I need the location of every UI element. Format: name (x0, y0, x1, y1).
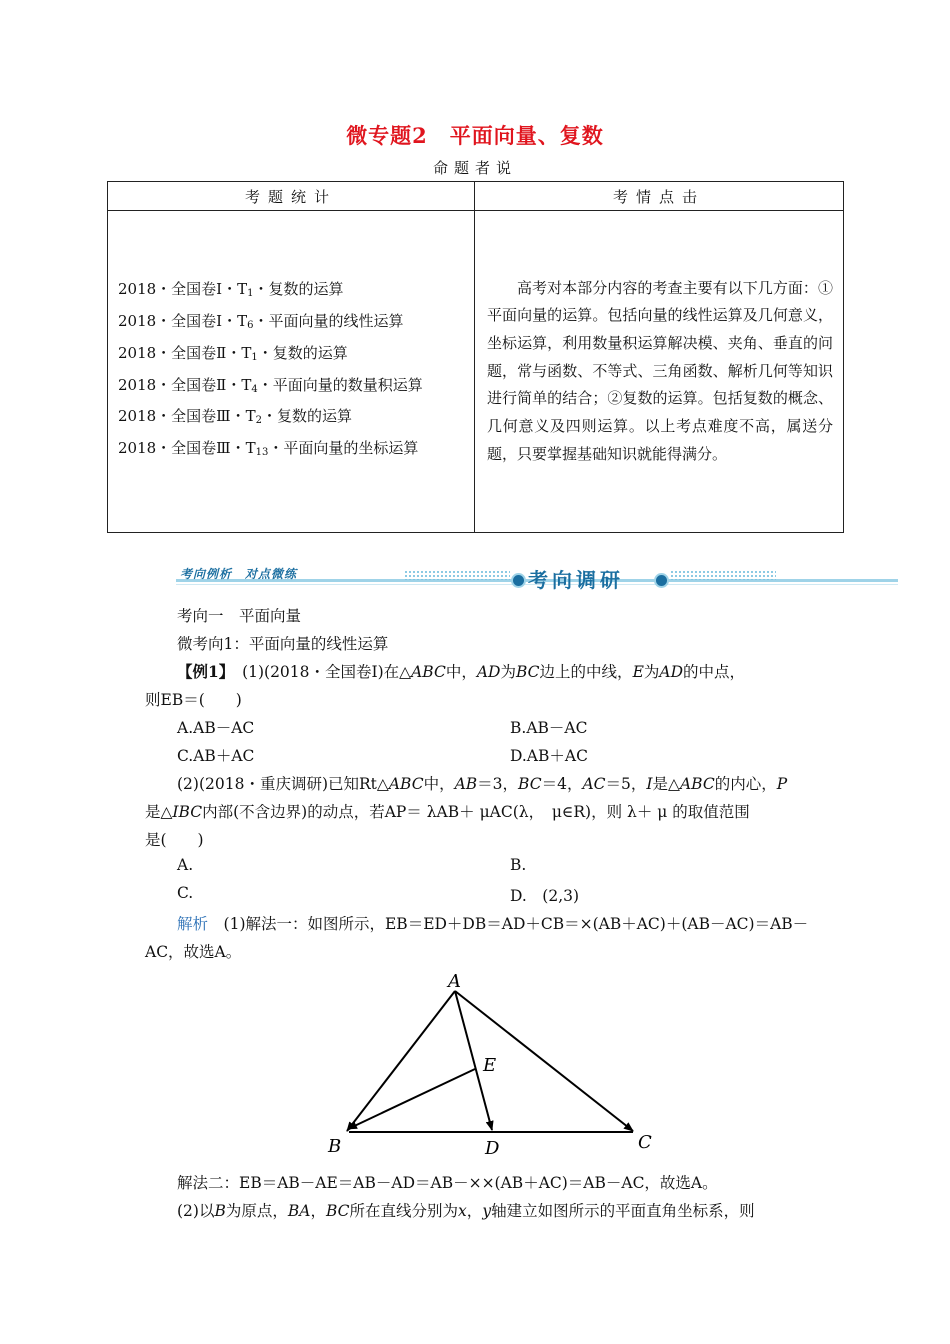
example-2-line-3: 是( ) (145, 831, 204, 849)
option-d: D.AB＋AC (510, 747, 588, 765)
section-heading: 考向一 平面向量 (177, 607, 302, 625)
banner-left-text: 考向例析 对点微练 (180, 567, 298, 581)
stats-item: 2018・全国卷Ⅰ・$T_6$・平面向量的线性运算 (118, 312, 404, 332)
page-subtitle: 命题者说 (432, 159, 517, 177)
analysis-text: 高考对本部分内容的考查主要有以下几方面：①平面向量的运算。包括向量的线性运算及几何意义，坐标运算，利用数量积运算解决模、夹角、垂直的问题，常与函数、不等式、三角函数、解析几何等知识进行简单的结合；②复数的运算。包括复数的概念、几何意义及四则运算。以上考点难度不高，属送分题，只要掌握基础知识就能得满分。 (487, 278, 833, 463)
example-1-line-2: 则EB＝( ) (145, 691, 242, 709)
exam-stats-table (107, 181, 844, 533)
option-c: C.AB＋AC (177, 747, 255, 765)
table-header-analysis: 考情点击 (475, 182, 844, 211)
solution-part-2: (2)以B为原点，BA，BC所在直线分别为x，y轴建立如图所示的平面直角坐标系，则 (177, 1202, 755, 1220)
option-a: A. (177, 856, 194, 874)
solution-line-1: 解析 (1)解法一：如图所示，EB＝ED＋DB＝AD＋CB＝×(AB＋AC)＋(AB－AC)＝AB－ (177, 915, 809, 933)
point-label-D: D (485, 1138, 500, 1159)
example-1-line-1: 【例1】 (1)(2018・全国卷Ⅰ)在△ABC中，AD为BC边上的中线，E为AD的中点， (177, 662, 746, 681)
stats-item: 2018・全国卷Ⅲ・$T_2$・复数的运算 (118, 407, 353, 427)
option-b: B. (510, 856, 527, 874)
banner-dot-icon (511, 573, 526, 588)
subsection-heading: 微考向1：平面向量的线性运算 (177, 635, 389, 653)
stats-item: 2018・全国卷Ⅱ・$T_1$・复数的运算 (118, 343, 348, 363)
stats-item: 2018・全国卷Ⅲ・$T_{13}$・平面向量的坐标运算 (118, 438, 419, 458)
page-title: 微专题2 平面向量、复数 (346, 123, 604, 148)
option-a: A.AB－AC (177, 719, 255, 737)
point-label-C: C (638, 1132, 652, 1153)
vector-EB (348, 1069, 475, 1129)
example-2-line-1: (2)(2018・重庆调研)已知Rt△ABC中，AB＝3，BC＝4，AC＝5，I是△ABC的内心，P (177, 775, 788, 793)
triangle-figure (320, 968, 670, 1160)
solution-label: 解析 (177, 915, 209, 933)
solution-line-2: AC，故选A。 (145, 943, 242, 961)
point-label-E: E (483, 1055, 497, 1076)
table-header-stats: 考题统计 (108, 182, 475, 211)
vector-AC (455, 991, 633, 1131)
example-2-line-2: 是△IBC内部(不含边界)的动点，若AP＝ λAB＋ μAC(λ， μ∈R)，则 λ＋ μ 的取值范围 (145, 803, 750, 821)
option-b: B.AB－AC (510, 719, 588, 737)
solution-method-2: 解法二：EB＝AB－AE＝AB－AD＝AB－××(AB＋AC)＝AB－AC，故选A。 (177, 1174, 718, 1192)
stats-item: 2018・全国卷Ⅱ・$T_4$・平面向量的数量积运算 (118, 375, 423, 395)
stats-cell (108, 211, 475, 533)
point-label-B: B (328, 1136, 342, 1157)
point-label-A: A (448, 971, 461, 992)
option-c: C. (177, 884, 194, 902)
vector-AB (347, 991, 455, 1131)
section-banner (176, 565, 898, 593)
option-d: D. (2,3) (510, 887, 580, 905)
banner-dot-icon (654, 573, 669, 588)
analysis-cell (475, 211, 844, 533)
banner-title: 考向调研 (528, 568, 624, 592)
stats-item: 2018・全国卷Ⅰ・$T_1$・复数的运算 (118, 280, 344, 300)
